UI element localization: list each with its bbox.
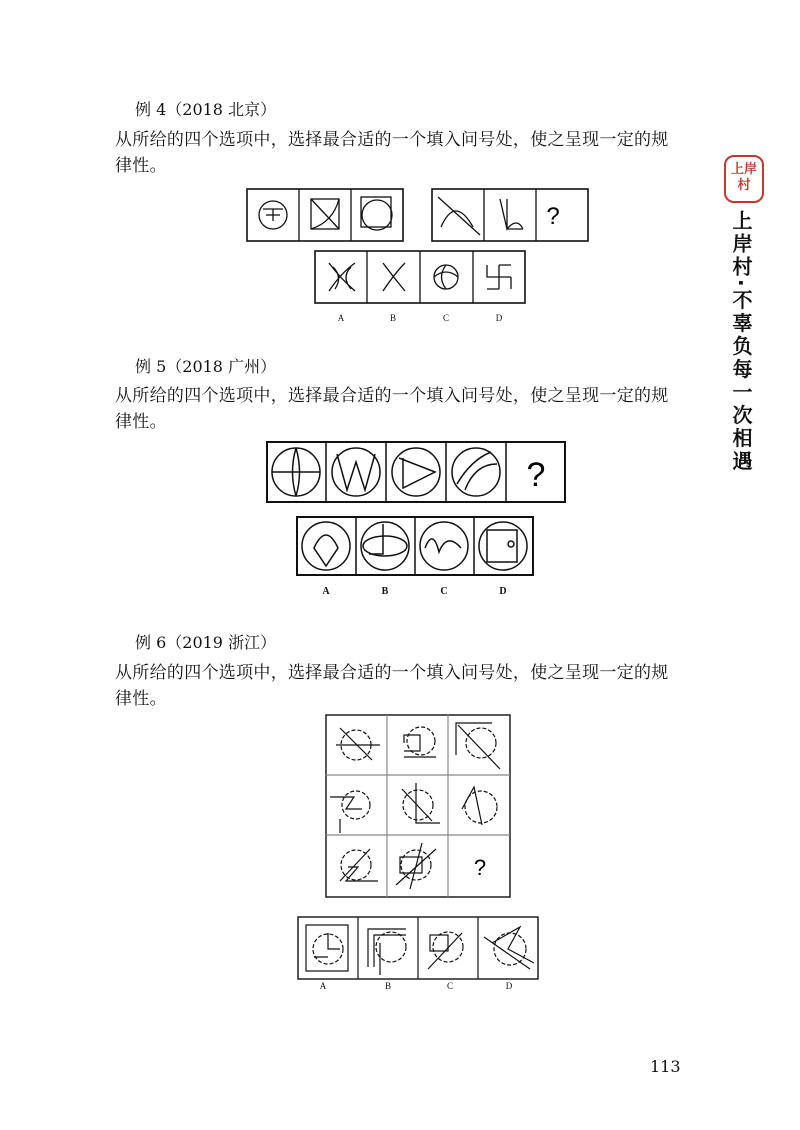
- example-4-figure: [245, 187, 590, 327]
- example-5-option-c: C: [440, 586, 448, 597]
- example-5-question: 从所给的四个选项中，选择最合适的一个填入问号处，使之呈现一定的规律性。: [115, 386, 669, 432]
- example-6-question-mark: ?: [473, 855, 487, 880]
- example-5-title: 例 5（2018 广州）: [135, 357, 277, 376]
- example-5-option-d: D: [499, 586, 507, 597]
- example-6-option-b: B: [384, 981, 392, 991]
- example-6-title: 例 6（2019 浙江）: [135, 633, 277, 652]
- example-6-question: 从所给的四个选项中，选择最合适的一个填入问号处，使之呈现一定的规律性。: [115, 663, 669, 709]
- example-4-option-b: B: [389, 313, 397, 323]
- sidebar-slogan: 上岸村·不辜负每一次相遇: [729, 210, 753, 474]
- example-4-question: 从所给的四个选项中，选择最合适的一个填入问号处，使之呈现一定的规律性。: [115, 130, 669, 176]
- example-4-option-a: A: [337, 313, 345, 323]
- page-number: 113: [650, 1057, 681, 1076]
- example-6-option-a: A: [319, 981, 327, 991]
- example-6-option-d: D: [505, 981, 513, 991]
- example-4-option-c: C: [442, 313, 450, 323]
- example-5-option-b: B: [381, 586, 389, 597]
- example-4-title: 例 4（2018 北京）: [135, 100, 277, 119]
- example-4-question-mark: ?: [546, 203, 560, 230]
- example-5-figure: [265, 440, 570, 598]
- example-5-question-mark: ?: [526, 456, 546, 494]
- example-6-option-c: C: [446, 981, 454, 991]
- brand-seal: 上岸村: [724, 155, 764, 203]
- example-5-option-a: A: [322, 586, 330, 597]
- example-4-option-d: D: [495, 313, 503, 323]
- example-6-figure: [296, 713, 542, 993]
